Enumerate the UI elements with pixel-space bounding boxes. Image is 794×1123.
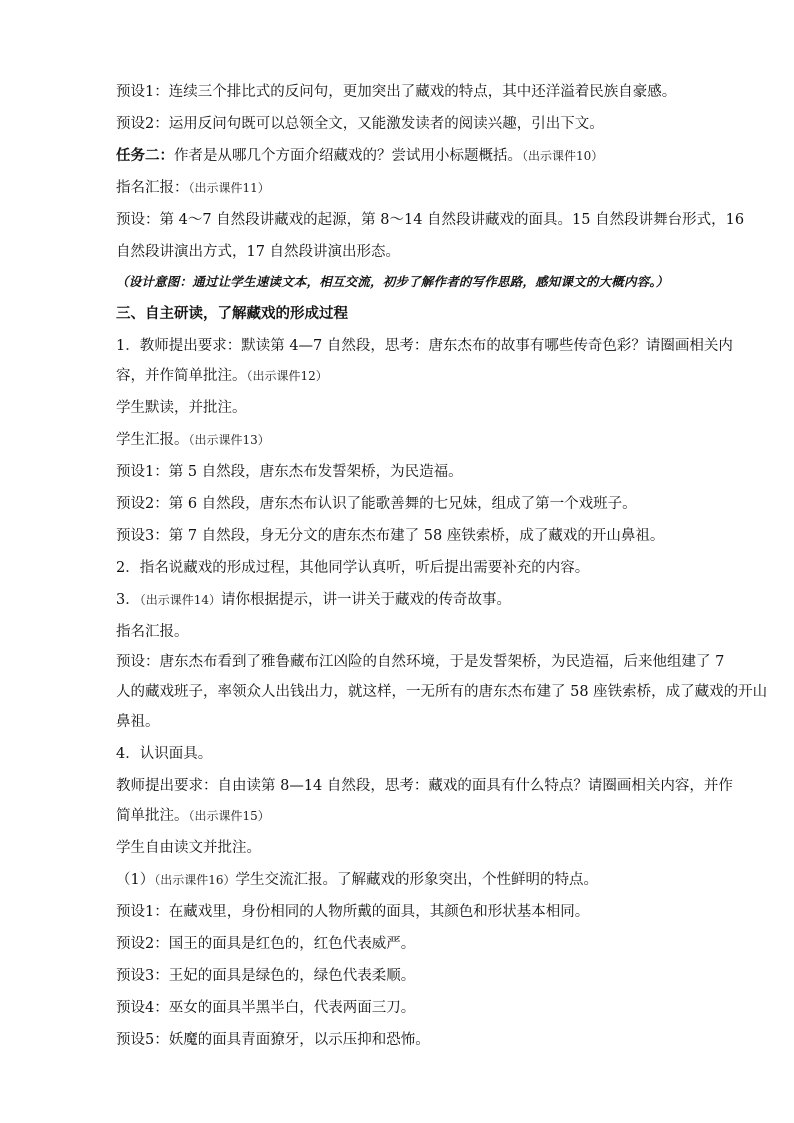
mask-preset-4 — [116, 998, 415, 1018]
preset-story — [116, 652, 724, 672]
mask-preset-3 — [116, 966, 415, 986]
mask-preset-5 — [116, 1030, 430, 1050]
text: 三、自主研读，了解藏戏的形成过程 — [116, 305, 348, 322]
text: 预设2：国王的面具是红色的，红色代表威严。 — [116, 936, 416, 952]
text: 预设3：王妃的面具是绿色的，绿色代表柔顺。 — [116, 968, 416, 984]
text: 预设：第 4～7 自然段讲藏戏的起源，第 8～14 自然段讲藏戏的面具。15 自然段讲舞台形式，16 — [116, 212, 745, 228]
preset-story-cont-2 — [116, 712, 160, 732]
text: 1．教师提出要求：默读第 4—7 自然段，思考：唐东杰布的故事有哪些传奇色彩？请圈画相关内 — [116, 338, 733, 354]
text: 鼻祖。 — [116, 714, 160, 730]
paragraph-preset-1 — [116, 82, 676, 102]
preset-b — [116, 494, 637, 514]
preset-paragraph-sections — [116, 210, 744, 230]
text: 简单批注。 — [116, 808, 189, 824]
text: 人的藏戏班子，率领众人出钱出力，就这样，一无所有的唐东杰布建了 58 座铁索桥，成了藏戏的开山 — [116, 684, 768, 700]
text: 学生默读，并批注。 — [116, 400, 247, 416]
student-free-read — [116, 838, 261, 858]
text: 自然段讲演出方式，17 自然段讲演出形态。 — [116, 244, 401, 260]
text: 指名汇报： — [116, 180, 189, 196]
text: 请你根据提示，讲一讲关于藏戏的传奇故事。 — [221, 592, 512, 608]
courseware-note: （出示课件10） — [522, 149, 604, 163]
sub-number: （1） — [116, 872, 155, 888]
text: 4．认识面具。 — [116, 746, 213, 762]
text: 学生自由读文并批注。 — [116, 840, 261, 856]
text: 预设1：连续三个排比式的反问句，更加突出了藏戏的特点，其中还洋溢着民族自豪感。 — [116, 84, 677, 100]
courseware-note: （出示课件12） — [246, 369, 328, 383]
item-2 — [116, 558, 589, 578]
text: 预设1：在藏戏里，身份相同的人物所戴的面具，其颜色和形状基本相同。 — [116, 904, 590, 920]
item-3 — [116, 590, 511, 610]
preset-c — [116, 526, 664, 546]
named-report — [116, 622, 189, 642]
design-intent — [116, 272, 669, 292]
item-1 — [116, 336, 733, 356]
task-two — [116, 146, 603, 166]
student-read — [116, 398, 247, 418]
courseware-note: （出示课件11） — [188, 181, 270, 195]
item-number: 3． — [116, 592, 140, 608]
preset-story-cont-1 — [116, 682, 767, 702]
task-label: 任务二： — [116, 147, 174, 164]
mask-preset-2 — [116, 934, 415, 954]
paragraph-preset-2 — [116, 114, 604, 134]
text: 预设5：妖魔的面具青面獠牙，以示压抑和恐怖。 — [116, 1032, 430, 1048]
task-text: 作者是从哪几个方面介绍藏戏的？尝试用小标题概括。 — [174, 148, 522, 164]
text: 教师提出要求：自由读第 8—14 自然段，思考：藏戏的面具有什么特点？请圈画相关内容，并作 — [116, 778, 733, 794]
text: 指名汇报。 — [116, 624, 189, 640]
section-heading-3 — [116, 304, 348, 324]
text: 预设4：巫女的面具半黑半白，代表两面三刀。 — [116, 1000, 416, 1016]
mask-preset-1 — [116, 902, 589, 922]
item-4 — [116, 744, 212, 764]
preset-paragraph-sections-cont — [116, 242, 400, 262]
text: 学生交流汇报。了解藏戏的形象突出，个性鲜明的特点。 — [235, 872, 599, 888]
courseware-note: （出示课件16） — [154, 873, 236, 887]
courseware-note: （出示课件13） — [188, 433, 270, 447]
teacher-request-cont — [116, 806, 270, 826]
sub-item-1 — [116, 870, 598, 890]
text: 预设2：运用反问句既可以总领全文，又能激发读者的阅读兴趣，引出下文。 — [116, 116, 604, 132]
text: （设计意图：通过让学生速读文本，相互交流，初步了解作者的写作思路，感知课文的大概内容。） — [116, 274, 669, 289]
student-report — [116, 430, 270, 450]
teacher-request — [116, 776, 733, 796]
courseware-note: （出示课件14） — [139, 593, 222, 607]
text: 预设：唐东杰布看到了雅鲁藏布江凶险的自然环境，于是发誓架桥，为民造福，后来他组建了 7 — [116, 654, 725, 670]
preset-a — [116, 462, 463, 482]
text: 预设1：第 5 自然段，唐东杰布发誓架桥，为民造福。 — [116, 464, 463, 480]
courseware-note: （出示课件15） — [188, 809, 270, 823]
report-line — [116, 178, 270, 198]
text: 2．指名说藏戏的形成过程，其他同学认真听，听后提出需要补充的内容。 — [116, 560, 590, 576]
text: 预设2：第 6 自然段，唐东杰布认识了能歌善舞的七兄妹，组成了第一个戏班子。 — [116, 496, 637, 512]
item-1-cont — [116, 366, 328, 386]
text: 预设3：第 7 自然段，身无分文的唐东杰布建了 58 座铁索桥，成了藏戏的开山鼻祖。 — [116, 528, 665, 544]
text: 学生汇报。 — [116, 432, 189, 448]
text: 容，并作简单批注。 — [116, 368, 247, 384]
